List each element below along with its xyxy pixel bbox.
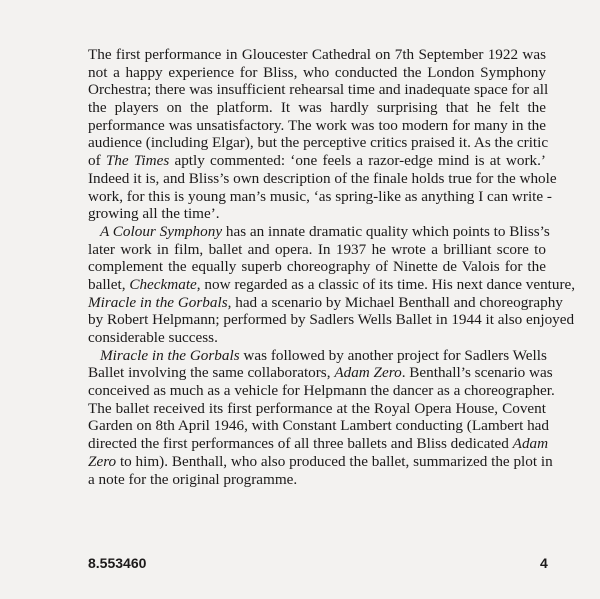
paragraph	[88, 222, 576, 347]
text-segment: The ballet received its first performance at the Royal Opera House, Covent	[88, 399, 546, 417]
text-line	[88, 46, 546, 64]
text-line	[88, 81, 549, 99]
text-line	[88, 347, 546, 365]
italic-title: Adam Zero	[334, 364, 402, 382]
text-segment: of	[88, 152, 106, 170]
text-segment: , now regarded as a classic of its time. His next dance venture,	[196, 275, 576, 293]
paragraph	[88, 346, 555, 489]
text-segment: audience (including Elgar), but the perceptive critics praised it. As the critic	[88, 134, 549, 152]
text-segment: conceived as much as a vehicle for Helpmann the dancer as a choreographer.	[88, 382, 555, 400]
italic-title: The Times	[105, 152, 170, 170]
text-line	[88, 364, 553, 382]
text-segment: The first performance in Gloucester Cathedral on 7th September 1922 was	[88, 46, 546, 63]
paragraph	[88, 46, 557, 223]
text-line	[88, 471, 546, 489]
text-line	[88, 258, 546, 276]
text-segment: performance was unsatisfactory. The work was too modern for many in the	[88, 116, 546, 134]
text-segment: has an innate dramatic quality which points to Bliss’s	[222, 222, 550, 240]
text-line	[88, 435, 549, 453]
text-segment: . Benthall’s scenario was	[401, 364, 553, 382]
text-segment: not a happy experience for Bliss, who conducted the London Symphony	[88, 63, 546, 81]
text-line	[88, 222, 550, 241]
text-line	[88, 311, 575, 329]
text-segment: Indeed it is, and Bliss’s own description of the finale holds true for the whole	[88, 169, 557, 187]
italic-title: Adam	[512, 435, 549, 453]
page-number: 4	[540, 555, 548, 571]
text-line	[88, 99, 546, 117]
text-line	[88, 241, 546, 259]
text-segment: later work in film, ballet and opera. In 1937 he wrote a brilliant score to	[88, 240, 546, 258]
text-line	[88, 117, 546, 135]
text-line	[88, 64, 546, 82]
text-line	[88, 152, 546, 170]
text-line	[88, 329, 546, 347]
text-segment: complement the equally superb choreography of Ninette de Valois for the	[88, 258, 546, 276]
text-line	[88, 134, 549, 152]
text-line	[88, 382, 555, 400]
text-segment: a note for the original programme.	[88, 470, 298, 488]
text-segment: to him). Benthall, who also produced the ballet, summarized the plot in	[116, 452, 553, 470]
text-segment: aptly commented: ‘one feels a razor-edge mind is at work.’	[169, 152, 546, 170]
text-segment: work, for this is young man’s music, ‘as spring-like as anything I can write -	[88, 187, 552, 205]
body-text	[88, 46, 576, 488]
text-line	[88, 205, 546, 223]
text-segment: Ballet involving the same collaborators,	[88, 364, 335, 382]
italic-title: Miracle in the Gorbals	[100, 346, 240, 364]
text-segment: by Robert Helpmann; performed by Sadlers Wells Ballet in 1944 it also enjoyed	[88, 311, 575, 329]
text-line	[88, 452, 553, 471]
text-segment: Garden on 8th April 1946, with Constant Lambert conducting (Lambert had	[88, 417, 550, 435]
text-line	[88, 169, 557, 188]
text-line	[88, 400, 546, 418]
text-line	[88, 275, 576, 294]
text-segment: the players on the platform. It was hardly surprising that he felt the	[88, 99, 546, 117]
text-segment: ballet,	[88, 275, 130, 293]
text-segment: growing all the time’.	[88, 205, 220, 223]
catalogue-number: 8.553460	[88, 555, 147, 571]
text-line	[88, 417, 550, 435]
italic-title: A Colour Symphony	[100, 222, 223, 240]
italic-title: Zero	[88, 452, 117, 470]
text-segment: Orchestra; there was insufficient rehearsal time and inadequate space for all	[88, 81, 549, 99]
italic-title: Checkmate	[129, 275, 197, 293]
italic-title: Miracle in the Gorbals	[88, 293, 228, 311]
text-segment: considerable success.	[88, 329, 218, 346]
text-line	[88, 187, 552, 206]
text-segment: , had a scenario by Michael Benthall and choreography	[227, 293, 563, 311]
text-segment: was followed by another project for Sadlers Wells	[239, 346, 547, 364]
text-segment: directed the first performances of all three ballets and Bliss dedicated	[88, 435, 513, 453]
text-line	[88, 293, 563, 312]
